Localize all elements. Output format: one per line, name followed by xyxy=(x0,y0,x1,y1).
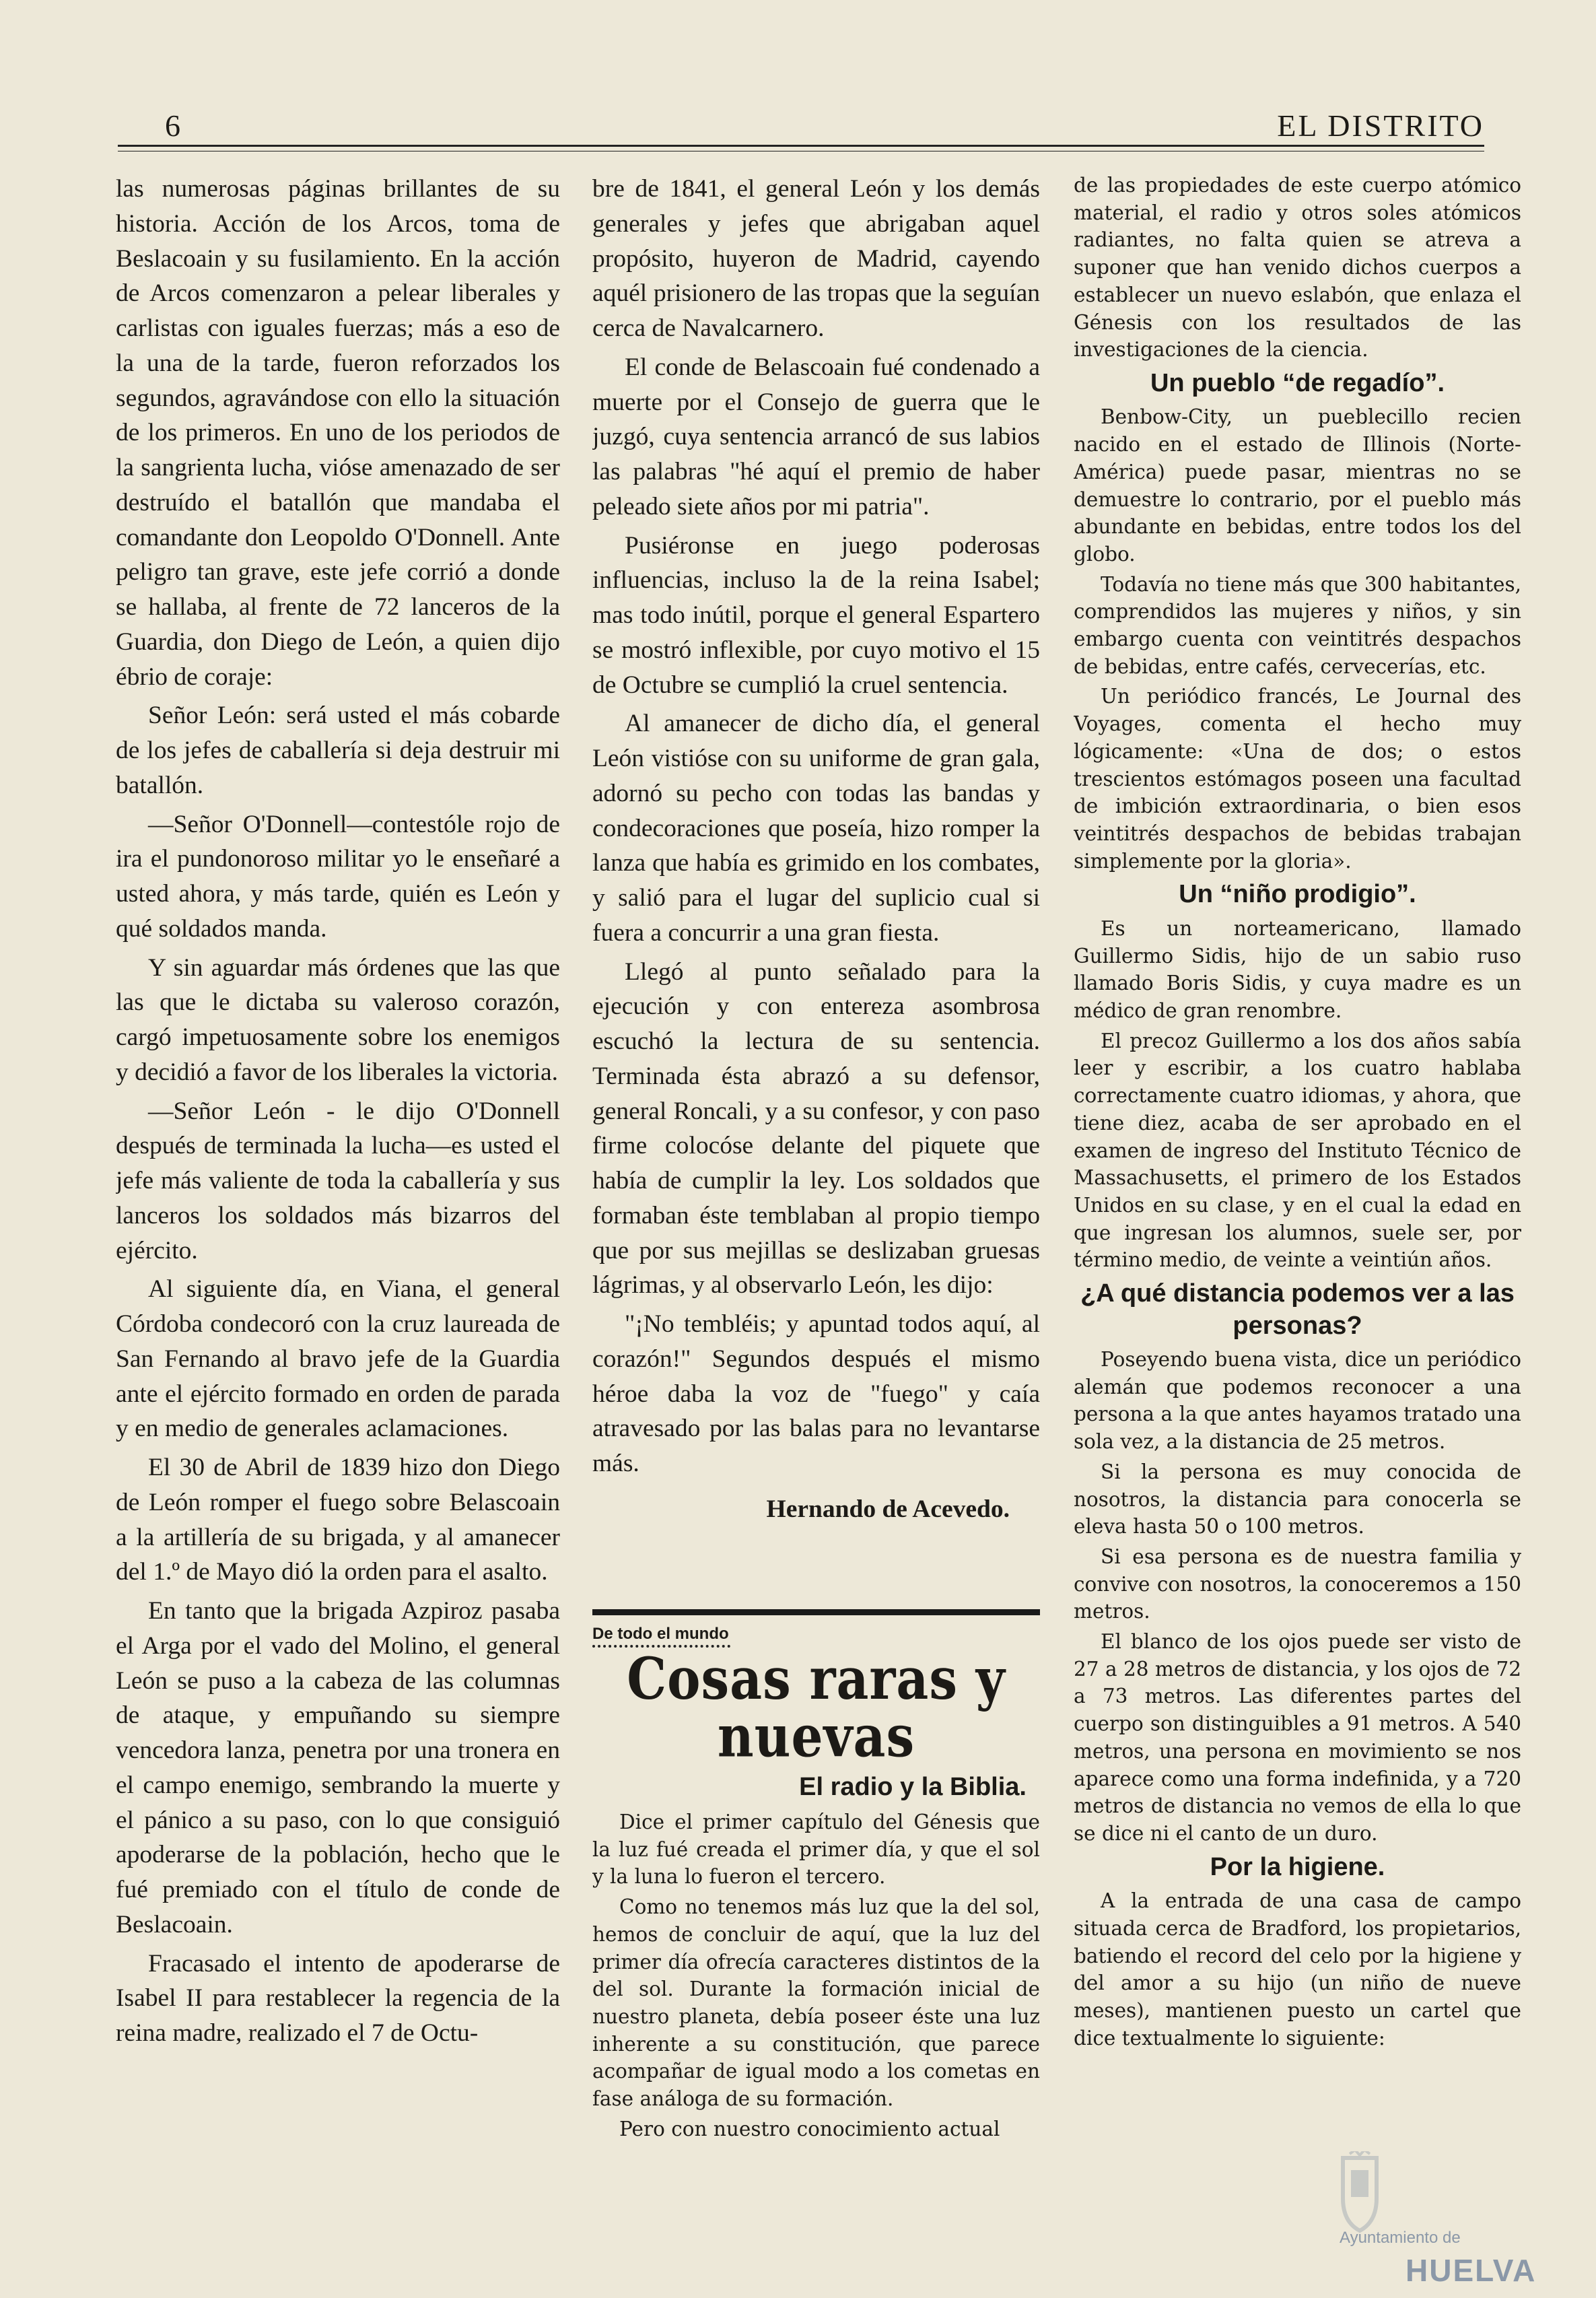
paragraph: Pusiéronse en juego poderosas influencias, incluso la de la reina Isabel; mas todo inútil, porque el general Espartero se mostró inflexible, por cuyo motivo el 15 de Octubre se cumplió la cruel sentencia. xyxy=(592,531,1040,699)
watermark-caption: Ayuntamiento de xyxy=(1340,2229,1461,2247)
paragraph: Y sin aguardar más órdenes que las que las que le dictaba su valeroso corazón, cargó impetuosamente sobre los enemigos y decidió a favor de los liberales la victoria. xyxy=(116,953,560,1086)
paragraph: Si esa persona es de nuestra familia y convive con nosotros, la conoceremos a 150 metros. xyxy=(1074,1545,1521,1623)
paragraph: de las propiedades de este cuerpo atómico material, el radio y otros soles atómicos radiantes, no falta quien se atreva a suponer que han venido dichos cuerpos a establecer un nuevo eslabón, que enlaza el Génesis con los resultados de las investigaciones de la ciencia. xyxy=(1074,174,1521,362)
paragraph: El 30 de Abril de 1839 hizo don Diego de León romper el fuego sobre Belascoain a la artillería de su brigada, y al amanecer del 1.º de Mayo dió la orden para el asalto. xyxy=(116,1454,560,1586)
publication-name: EL DISTRITO xyxy=(1277,108,1484,143)
paragraph: Todavía no tiene más que 300 habitantes, comprendidos las mujeres y niños, y sin embargo cuenta con veintitrés despachos de bebidas, entre cafés, cervecerías, etc. xyxy=(1074,572,1521,678)
page-number: 6 xyxy=(165,108,180,143)
paragraph: —Señor León - le dijo O'Donnell después de terminada la lucha—es usted el jefe más valiente de toda la caballería y sus lanceros los soldados más bizarros del ejército. xyxy=(116,1097,560,1264)
paragraph: El conde de Belascoain fué condenado a muerte por el Consejo de guerra que le juzgó, cuya sentencia arrancó de sus labios las palabras "hé aquí el premio de haber peleado siete años por mi patria". xyxy=(592,353,1040,520)
paragraph: Señor León: será usted el más cobarde de los jefes de caballería si deja destruir mi batallón. xyxy=(116,702,560,799)
paragraph: El blanco de los ojos puede ser visto de 27 a 28 metros de distancia, y los ojos de 72 a 73 metros. Las diferentes partes del cuerpo son distinguibles a 91 metros. A 540 metros, una persona en movimiento se nos aparece como una forma indefinida, y a 720 metros de distancia no vemos de ella lo que se dice ni el canto de un duro. xyxy=(1074,1630,1521,1845)
paragraph: Como no tenemos más luz que la del sol, hemos de concluir de aquí, que la luz del primer día ofrecía caracteres distintos de la del sol. Durante la formación inicial de nuestro planeta, debía poseer éste una luz inherente a su constitución, que parece acompañar de igual modo a los cometas en fase análoga de su formación. xyxy=(592,1895,1040,2111)
paragraph: Poseyendo buena vista, dice un periódico alemán que podemos reconocer a una persona a la que antes hayamos tratado una sola vez, a la distancia de 25 metros. xyxy=(1074,1348,1521,1454)
section-kicker: De todo el mundo xyxy=(592,1625,729,1643)
paragraph: Al amanecer de dicho día, el general León vistióse con su uniforme de gran gala, adornó su pecho con todas las bandas y condecoraciones que poseía, hizo romper la lanza que había es grimido en los combates, y salió para el lugar del suplicio cual si fuera a concurrir a una gran fiesta. xyxy=(592,710,1040,947)
author-signature: Hernando de Acevedo. xyxy=(766,1495,1010,1523)
article-heading: Un pueblo “de regadío”. xyxy=(1150,368,1445,397)
paragraph: Si la persona es muy conocida de nosotros, la distancia para conocerla se eleva hasta 50 o 100 metros. xyxy=(1074,1460,1521,1539)
paragraph: Pero con nuestro conocimiento actual xyxy=(619,2117,1000,2140)
header-rule xyxy=(118,145,1484,147)
paragraph: A la entrada de una casa de campo situada cerca de Bradford, los propietarios, batiendo el record del celo por la higiene y del amor a su hijo (un niño de nueve meses), mantienen puesto un cartel que dice textualmente lo siguiente: xyxy=(1074,1889,1521,2050)
paragraph: Al siguiente día, en Viana, el general Córdoba condecoró con la cruz laureada de San Fernando al bravo jefe de la Guardia ante el ejército formado en orden de parada y en medio de generales aclamaciones. xyxy=(116,1275,560,1443)
paragraph: bre de 1841, el general León y los demás generales y jefes que abrigaban aquel propósito, huyeron de Madrid, cayendo aquél prisionero de las tropas que la seguían cerca de Navalcarnero. xyxy=(592,175,1040,342)
paragraph: "¡No tembléis; y apuntad todos aquí, al corazón!" Segundos después el mismo héroe daba la voz de "fuego" y caía atravesado por las balas para no levantarse más. xyxy=(592,1310,1040,1477)
paragraph: Fracasado el intento de apoderarse de Isabel II para restablecer la regencia de la reina madre, realizado el 7 de Octu- xyxy=(116,1949,560,2047)
section-title: Cosas raras y nuevas xyxy=(627,1646,1006,1770)
paragraph: Llegó al punto señalado para la ejecución y con entereza asombrosa escuchó la lectura de su sentencia. Terminada ésta abrazó a su defensor, general Roncali, y a su confesor, y con paso firme colocóse delante del piquete que había de cumplir la ley. Los soldados que formaban éste temblaban al propio tiempo que por sus mejillas se deslizaban gruesas lágrimas, y al observarlo León, les dijo: xyxy=(592,957,1040,1299)
watermark-city: HUELVA xyxy=(1406,2253,1537,2288)
article-heading: Un “niño prodigio”. xyxy=(1179,880,1416,909)
section-divider xyxy=(592,1609,1040,1615)
column-3 xyxy=(1074,172,1521,2192)
article-heading: ¿A qué distancia podemos ver a las personas? xyxy=(1080,1279,1515,1340)
section-body xyxy=(592,1809,1040,2142)
paragraph: Un periódico francés, Le Journal des Voyages, comenta el hecho muy lógicamente: «Una de dos; o estos trescientos estómagos poseen una facultad de imbición extraordinaria, o bien esos veintitrés despachos de bebidas trabajan simplemente por la gloria». xyxy=(1074,685,1521,873)
paragraph: —Señor O'Donnell—contestóle rojo de ira el pundonoroso militar yo le enseñaré a usted ahora, y más tarde, quién es León y qué soldados manda. xyxy=(116,810,560,943)
paragraph: El precoz Guillermo a los dos años sabía leer y escribir, a los cuatro hablaba correctamente cuatro idiomas, y ahora, que tiene diez, acaba de ser aprobado en el examen de ingreso del Instituto Técnico de Massachusetts, el primero de los Estados Unidos en su clase, y en el cual la edad en que ingresan los alumnos, suele ser, por término medio, de veinte a veintiún años. xyxy=(1074,1029,1521,1272)
paragraph: Dice el primer capítulo del Génesis que la luz fué creada el primer día, y que el sol y la luna lo fueron el tercero. xyxy=(592,1811,1040,1889)
article-heading: Por la higiene. xyxy=(1210,1852,1385,1881)
paragraph: En tanto que la brigada Azpiroz pasaba el Arga por el vado del Molino, el general León se puso a la cabeza de las columnas de ataque, y empuñando su siempre vencedora lanza, penetra por una tronera en el campo enemigo, sembrando la muerte y el pánico a su paso, con lo que consiguió apoderarse de la población, hecho que le fué premiado con el título de conde de Beslacoain. xyxy=(116,1597,560,1938)
page-header xyxy=(118,108,1484,148)
paragraph: Es un norteamericano, llamado Guillermo Sidis, hijo de un sabio ruso llamado Boris Sidis, y cuya madre es un médico de gran renombre. xyxy=(1074,916,1521,1022)
paragraph: Benbow-City, un pueblecillo recien nacido en el estado de Illinois (Norte-América) puede pasar, mientras no se demuestre lo contrario, por el pueblo más abundante en bebidas, entre todos los del globo. xyxy=(1074,405,1521,566)
section-subtitle: El radio y la Biblia. xyxy=(799,1773,1027,1801)
column-2 xyxy=(592,172,1040,1606)
section-cosas-raras xyxy=(592,1609,1040,2208)
paragraph: las numerosas páginas brillantes de su historia. Acción de los Arcos, toma de Beslacoain y su fusilamiento. En la acción de Arcos comenzaron a pelear liberales y carlistas con iguales fuerzas; más a eso de la una de la tarde, fueron reforzados los segundos, agravándose con ello la situación de los primeros. En uno de los periodos de la sangrienta lucha, vióse amenazado de ser destruído el batallón que mandaba el comandante don Leopoldo O'Donnell. Ante peligro tan grave, este jefe corrió a donde se hallaba, al frente de 72 lanceros de la Guardia, don Diego de León, a quien dijo ébrio de coraje: xyxy=(116,175,560,691)
column-1 xyxy=(116,172,560,2198)
